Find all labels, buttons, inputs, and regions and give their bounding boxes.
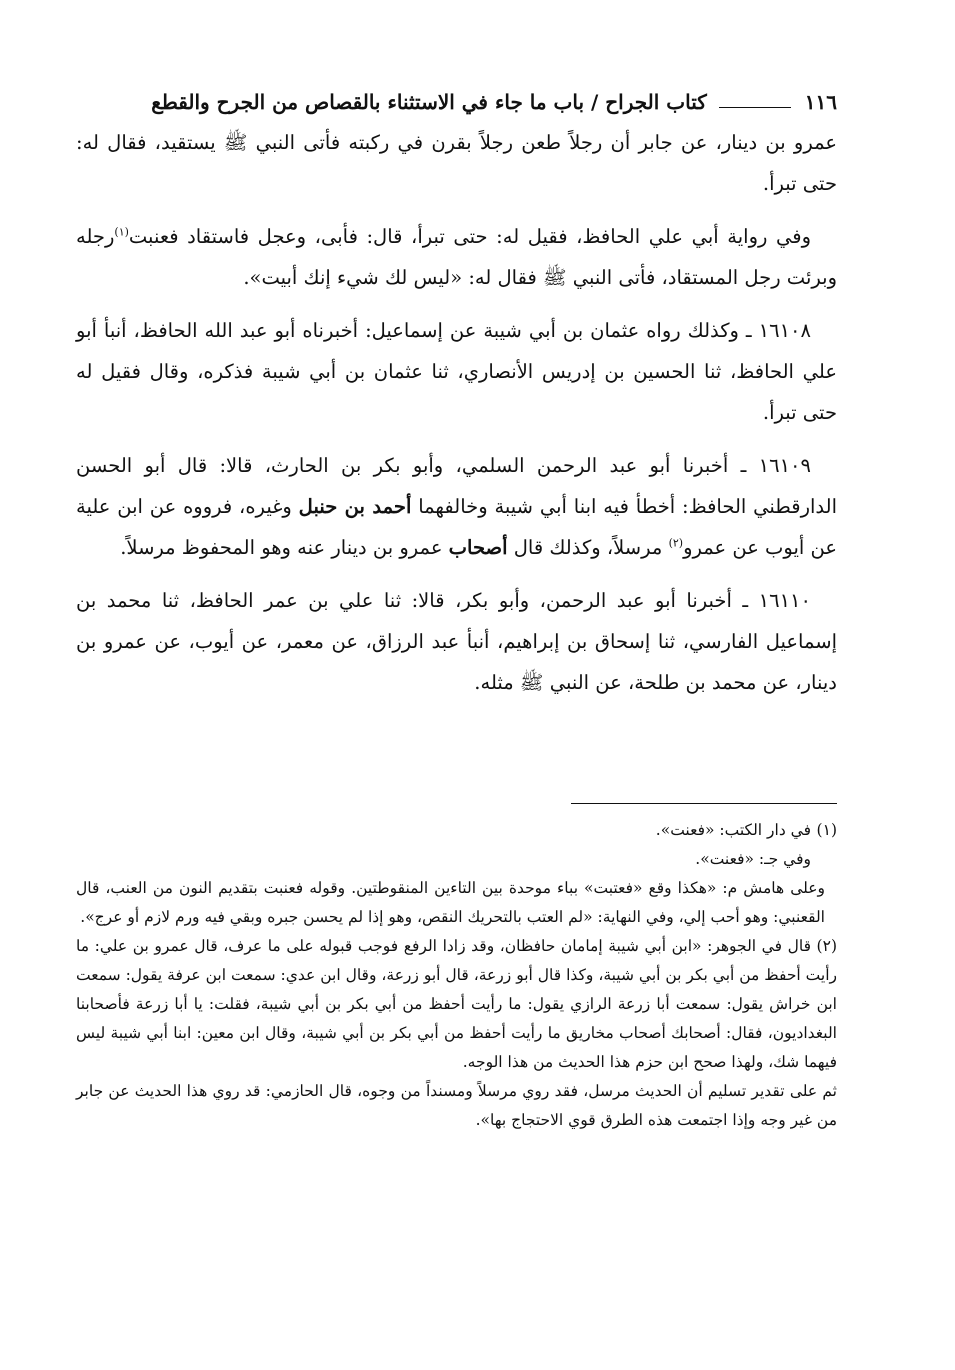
page-header xyxy=(76,88,837,122)
footnote-ref-2[interactable]: (٢) xyxy=(668,536,684,550)
header-rule xyxy=(719,107,791,108)
hadith-16109: ١٦١٠٩ ـ أخبرنا أبو عبد الرحمن السلمي، وأبو بكر بن الحارث، قالا: قال أبو الحسن الدارقطني الحافظ: أخطأ فيه ابنا أبي شيبة وخالفهما أحمد بن حنبل وغيره، فرووه عن ابن علية عن أيوب عن عمرو$^{(٢)}$ مرسلاً، وكذلك قال أصحاب عمرو بن دينار عنه وهو المحفوظ مرسلاً. xyxy=(76,454,838,559)
paragraph-2: وفي رواية أبي علي الحافظ، فقيل له: حتى تبرأ، قال: فأبى، وعجل فاستقاد فعنبت$^{(١)}$رجله وبرئت رجل المستقاد، فأتى النبي ﷺ فقال له: «ليس لك شيء إنك أبيت». xyxy=(76,225,837,289)
footnote-2: (٢)قال في الجوهر: «ابن أبي شيبة إمامان حافظان، وقد زادا الرفع فوجب قبوله على ما عرف، قال عمرو بن علي: ما رأيت أحفظ من أبي بكر بن أبي شيبة، وكذا قال أبو زرعة، قال أبو زرعة، وقال ابن عدي: سمعت ابن عرفة يقول: سمعت ابن خراش يقول: سمعت أبا زرعة الرازي يقول: ما رأيت أحفظ من أبي بكر بن أبي شيبة، فقلت: يا أبا زرعة فأصحابنا البغداديون، فقال: أصحابك أصحاب مخاريق ما رأيت أحفظ من أبي بكر بن أبي شيبة، وقال ابن معين: ابنا أبي شيبة ليس فيهما شك، ولهذا صحح ابن حزم هذا الحديث من هذا الوجه. ثم على تقدير تسليم أن الحديث مرسل، فقد روي مرسلاً ومسنداً من وجوه، قال الحازمي: قد روي هذا الحديث عن جابر من غير وجه وإذا اجتمعت هذه الطرق قوي الاحتجاج بها». xyxy=(76,932,837,1135)
paragraph-1: عمرو بن دينار، عن جابر أن رجلاً طعن رجلاً بقرن في ركبته فأتى النبي ﷺ يستقيد، فقال له: حتى تبرأ. xyxy=(76,131,837,195)
main-text xyxy=(76,122,837,703)
footnote-separator xyxy=(571,803,837,804)
page-number: ١١٦ xyxy=(804,90,837,114)
hadith-16108: ١٦١٠٨ ـ وكذلك رواه عثمان بن أبي شيبة عن إسماعيل: أخبرناه أبو عبد الله الحافظ، أنبأ أبو علي الحافظ، ثنا الحسين بن إدريس الأنصاري، ثنا عثمان بن أبي شيبة فذكره، وقال فقيل له حتى تبرأ. xyxy=(76,319,837,424)
running-title: كتاب الجراح / باب ما جاء في الاستثناء بالقصاص من الجرح والقطع xyxy=(151,90,707,114)
footnote-mark-1: (١) xyxy=(816,821,837,839)
footnotes xyxy=(76,816,837,1135)
footnote-mark-2: (٢) xyxy=(816,937,837,955)
hadith-16110: ١٦١١٠ ـ أخبرنا أبو عبد الرحمن، وأبو بكر، قالا: ثنا علي بن عمر الحافظ، ثنا محمد بن إسماعيل الفارسي، ثنا إسحاق بن إبراهيم، أنبأ عبد الرزاق، عن معمر، عن أيوب، عن عمرو بن دينار، عن محمد بن طلحة، عن النبي ﷺ مثله. xyxy=(76,589,837,694)
footnote-1: (١)في دار الكتب: «فعنت». وفي جـ: «فعنت». وعلى هامش م: «هكذا وقع «فعتبت» بباء موحدة بين التاءين المنقوطتين. وقوله فعنبت بتقديم النون من العنب، قال القعنبي: وهو أحب إلي، وفي النهاية: «لم العتب بالتحريك النقص، وهو إذا لم يحسن جبره وبقي فيه ورم لازم أو عرج». xyxy=(76,816,837,932)
footnote-ref-1[interactable]: (١) xyxy=(114,225,129,239)
